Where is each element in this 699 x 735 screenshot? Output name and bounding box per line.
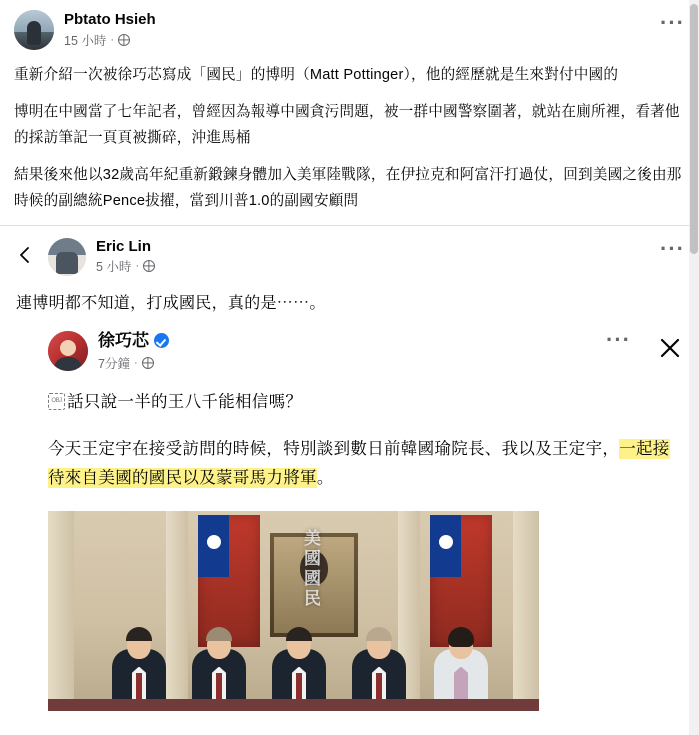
nested-post-time[interactable]: 7分鐘 [98,356,130,371]
nested-post-author[interactable]: 徐巧芯 [98,330,149,350]
photo-carpet [48,699,539,711]
verified-badge-icon [154,333,169,348]
outer-post-meta [64,31,156,49]
nested-avatar-body [54,357,82,371]
nested-post-line-1-text: 話只說一半的王八千能相信嗎？ [67,392,303,411]
avatar[interactable] [14,10,54,50]
vertical-scrollbar[interactable] [689,0,699,735]
nested-post-name-block [98,331,169,372]
photo-watermark: 美國國民 [301,528,320,609]
shared-post-card [0,225,699,711]
group-photo-presidential-office[interactable] [48,511,539,711]
person-hair [366,627,392,641]
person-hair [448,627,474,647]
outer-post-paragraph-2: 博明在中國當了七年記者，曾經因為報導中國貪污問題，被一群中國警察圍著，就站在廁所裡，看著他的採訪筆記一頁頁被撕碎，沖進馬桶 [14,103,680,147]
photo-people [48,625,539,711]
nested-post-meta [98,354,169,372]
globe-icon[interactable] [142,357,154,369]
shared-post-meta [96,257,155,275]
nested-post-card [14,326,685,711]
ellipsis-icon[interactable]: ··· [660,10,685,35]
shared-post-name-block [96,238,155,275]
outer-post [0,0,699,215]
nested-post-highlight: 一起接待來自美國的國民以及蒙哥馬力將軍 [48,439,670,487]
nested-post-line-2 [48,435,685,493]
nested-post-line-2-after: 。 [316,468,334,487]
nested-post-wrap [14,326,685,711]
outer-post-paragraph-1: 重新介紹一次被徐巧芯寫成「國民」的博明（Matt Pottinger），他的經歷就是生來對付中國的 [14,67,619,83]
nested-post-avatar[interactable] [48,331,88,371]
nested-post-line-2-before: 今天王定宇在接受訪問的時候，特別談到數日前韓國瑜院長、我以及王定宇， [48,439,620,458]
chevron-left-icon[interactable] [14,244,36,266]
meta-separator: · [110,34,115,46]
globe-icon[interactable] [118,34,130,46]
avatar-figure [27,21,41,45]
shared-post-author[interactable]: Eric Lin [96,238,152,256]
outer-post-name-block [64,10,156,50]
ellipsis-icon[interactable]: ··· [606,326,631,352]
outer-post-author[interactable]: Pbtato Hsieh [64,11,156,28]
person-hair [206,627,232,641]
globe-icon[interactable] [143,260,155,272]
nested-post-name-line [98,331,169,351]
shared-post-text: 連博明都不知道，打成國民，真的是⋯⋯。 [16,294,326,312]
shared-avatar-figure [56,252,78,274]
meta-separator: · [133,356,138,369]
ellipsis-icon[interactable]: ··· [660,235,685,261]
shared-post-time[interactable]: 5 小時 [96,260,132,275]
nested-post-header [48,326,685,372]
outer-post-body [14,62,685,215]
close-icon[interactable] [655,333,685,363]
flag-sun [439,535,453,549]
flag-sun [207,535,221,549]
outer-post-paragraph-3: 結果後來他以32歲高年紀重新鍛鍊身體加入美軍陸戰隊，在伊拉克和阿富汗打過仗，回到美國之後由那時候的副總統Pence拔擢，當到川普1.0的副國安顧問 [14,166,682,210]
shared-post-avatar[interactable] [48,238,86,276]
shared-post-wrap [0,226,699,711]
scrollbar-thumb[interactable] [690,4,698,254]
outer-post-time[interactable]: 15 小時 [64,34,107,48]
nested-post-body [48,388,685,493]
meta-separator: · [135,260,140,273]
shared-post-header [14,235,685,276]
nested-post-line-1 [48,388,685,417]
outer-post-header [14,10,685,50]
obj-placeholder-icon: OBJ [48,393,65,410]
person-hair [126,627,152,641]
person-hair [286,627,312,641]
